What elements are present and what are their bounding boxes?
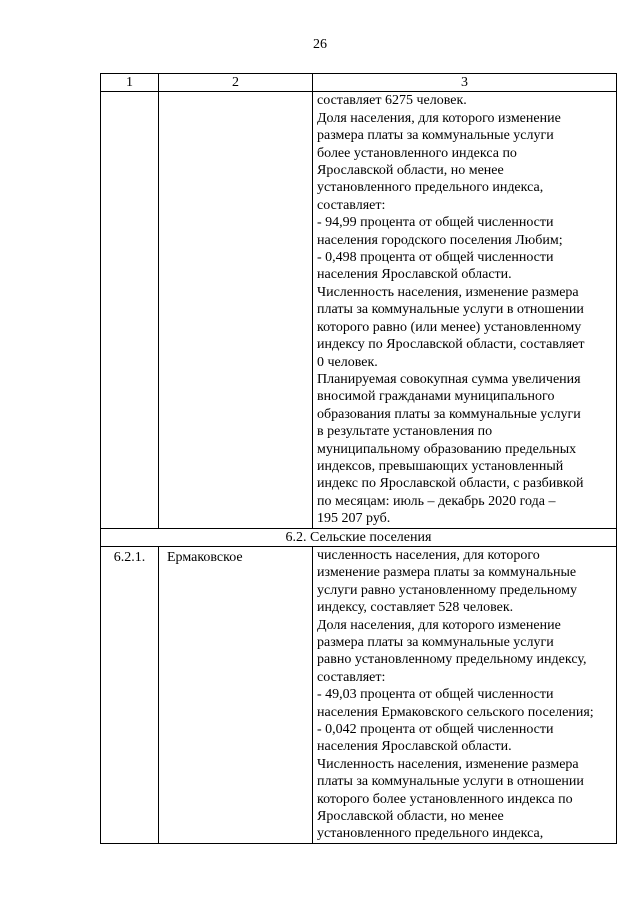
text-line: населения Ермаковского сельского поселения; <box>317 704 594 720</box>
text-line: составляет: <box>317 669 386 685</box>
row-text-cell <box>313 546 617 843</box>
settlement-name: Ермаковское <box>159 546 313 843</box>
text-line: Численность населения, изменение размера <box>317 284 579 300</box>
table-row-continuation <box>101 92 617 528</box>
text-line: образования платы за коммунальные услуги <box>317 406 581 422</box>
text-line: муниципальному образованию предельных <box>317 441 577 457</box>
column-header-1: 1 <box>101 74 159 92</box>
section-title: 6.2. Сельские поселения <box>101 528 617 546</box>
column-header-3: 3 <box>313 74 617 92</box>
text-line: вносимой гражданами муниципального <box>317 389 555 405</box>
text-line: Ярославской области, но менее <box>317 163 504 179</box>
section-row <box>101 528 617 546</box>
text-line: равно установленному предельному индексу, <box>317 652 587 668</box>
row-text-cell <box>313 92 617 528</box>
text-line: Доля населения, для которого изменение <box>317 110 561 126</box>
text-line: установленного предельного индекса, <box>317 826 544 842</box>
row-name-cell <box>159 92 313 528</box>
text-line: индексу, составляет 528 человек. <box>317 600 514 616</box>
text-line: Планируемая совокупная сумма увеличения <box>317 371 581 387</box>
table-row <box>101 546 617 843</box>
text-line: изменение размера платы за коммунальные <box>317 565 577 581</box>
text-line: индексу по Ярославской области, составляет <box>317 337 585 353</box>
text-line: по месяцам: июль – декабрь 2020 года – <box>317 493 556 509</box>
text-line: индексов, превышающих установленный <box>317 458 564 474</box>
text-line: индекс по Ярославской области, с разбивкой <box>317 476 584 492</box>
text-line: которого равно (или менее) установленному <box>317 319 582 335</box>
text-line: 195 207 руб. <box>317 511 391 527</box>
text-line: составляет 6275 человек. <box>317 93 467 109</box>
column-header-2: 2 <box>159 74 313 92</box>
text-line: - 49,03 процента от общей численности <box>317 687 554 703</box>
text-line: составляет: <box>317 197 386 213</box>
text-line: платы за коммунальные услуги в отношении <box>317 774 584 790</box>
text-line: Ярославской области, но менее <box>317 809 504 825</box>
text-line: размера платы за коммунальные услуги <box>317 635 554 650</box>
text-line: 0 человек. <box>317 354 378 370</box>
row-number: 6.2.1. <box>101 546 159 843</box>
text-line: - 0,042 процента от общей численности <box>317 722 554 738</box>
text-line: которого более установленного индекса по <box>317 791 573 807</box>
text-line: в результате установления по <box>317 424 493 440</box>
document-table <box>100 73 617 844</box>
text-line: - 0,498 процента от общей численности <box>317 250 554 266</box>
text-line: услуги равно установленному предельному <box>317 582 577 598</box>
column-header-row <box>101 74 617 92</box>
text-line: размера платы за коммунальные услуги <box>317 128 554 144</box>
text-line: Доля населения, для которого изменение <box>317 617 561 633</box>
text-line: Численность населения, изменение размера <box>317 756 579 772</box>
text-line: платы за коммунальные услуги в отношении <box>317 302 584 318</box>
text-line: населения Ярославской области. <box>317 267 512 283</box>
text-line: более установленного индекса по <box>317 145 517 161</box>
text-line: установленного предельного индекса, <box>317 180 544 196</box>
page-number: 26 <box>313 37 327 52</box>
text-line: населения Ярославской области. <box>317 739 512 755</box>
text-line: - 94,99 процента от общей численности <box>317 215 554 231</box>
row-number-cell <box>101 92 159 528</box>
text-line: численность населения, для которого <box>317 547 540 563</box>
text-line: населения городского поселения Любим; <box>317 232 563 248</box>
